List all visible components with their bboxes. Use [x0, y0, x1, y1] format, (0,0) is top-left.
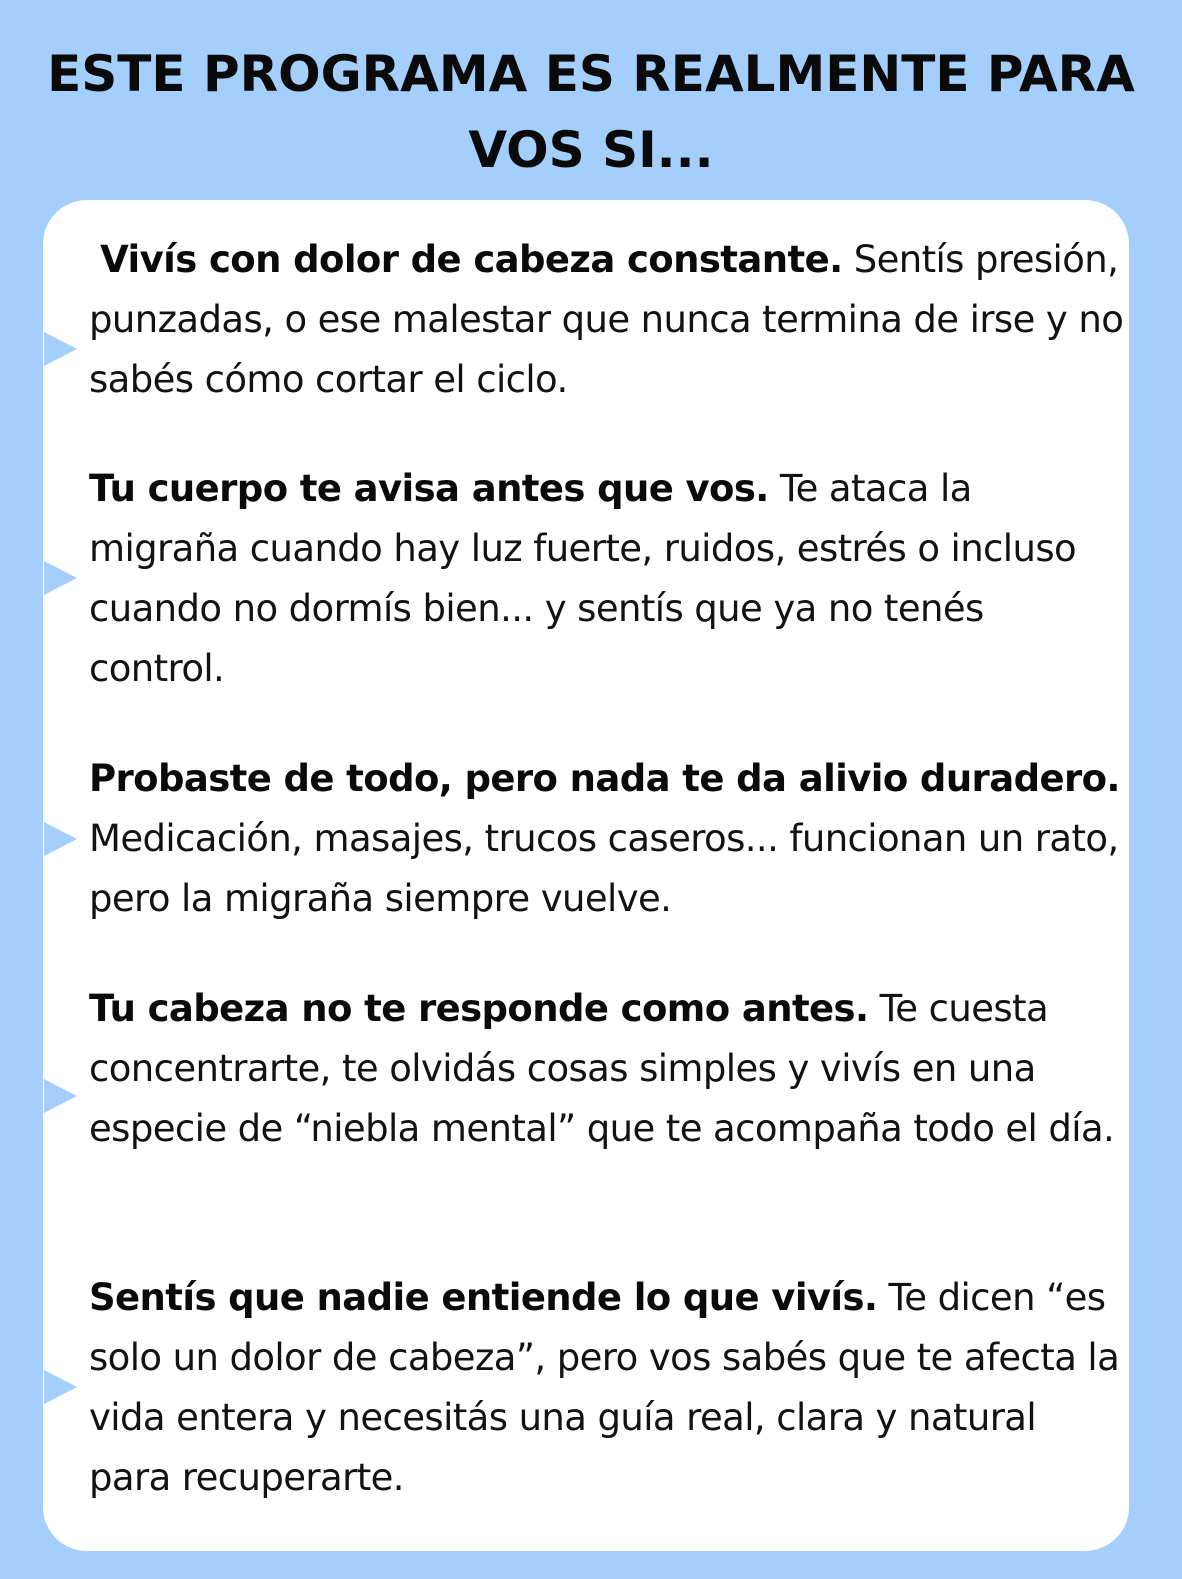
item-text	[89, 749, 1125, 929]
arrow-bullet-icon	[44, 332, 77, 366]
item-text	[89, 1268, 1125, 1508]
arrow-bullet-icon	[44, 822, 77, 856]
item-body: Sentís presión, punzadas, o ese malestar que nunca termina de irse y no sabés cómo cortar el ciclo.	[89, 238, 1124, 401]
item-text	[89, 230, 1125, 410]
item-lead: Vivís con dolor de cabeza constante.	[100, 238, 843, 281]
item-lead: Sentís que nadie entiende lo que vivís.	[89, 1276, 878, 1319]
item-body: Medicación, masajes, trucos caseros... funcionan un rato, pero la migraña siempre vuelve.	[89, 817, 1119, 920]
item-lead: Tu cuerpo te avisa antes que vos.	[89, 467, 769, 510]
item-body: Te ataca la migraña cuando hay luz fuerte, ruidos, estrés o incluso cuando no dormís bien... y sentís que ya no tenés control.	[89, 467, 1077, 690]
item-lead: Probaste de todo, pero nada te da alivio duradero.	[89, 757, 1120, 800]
item-text	[89, 979, 1125, 1159]
item-body: Te dicen “es solo un dolor de cabeza”, pero vos sabés que te afecta la vida entera y necesitás una guía real, clara y natural para recuperarte.	[89, 1276, 1120, 1499]
content-card	[43, 200, 1129, 1551]
arrow-bullet-icon	[44, 1370, 77, 1404]
item-body: Te cuesta concentrarte, te olvidás cosas simples y vivís en una especie de “niebla mental” que te acompaña todo el día.	[89, 987, 1115, 1150]
item-lead: Tu cabeza no te responde como antes.	[89, 987, 869, 1030]
item-text	[89, 459, 1125, 699]
arrow-bullet-icon	[44, 561, 77, 595]
arrow-bullet-icon	[44, 1079, 77, 1113]
page-title: ESTE PROGRAMA ES REALMENTE PARA VOS SI...	[47, 45, 1135, 179]
